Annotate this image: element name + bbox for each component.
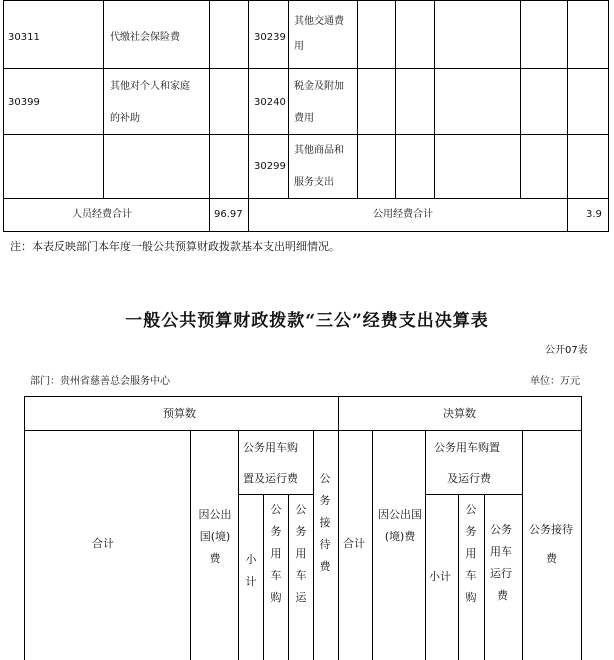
final-vehicle-header-1: 公务用车购置	[434, 441, 500, 454]
table-line	[248, 0, 249, 232]
table-line	[3, 0, 609, 1]
final-vehicle-header-2: 及运行费	[447, 472, 491, 485]
table-line	[458, 494, 459, 660]
budget-total-header: 合计	[92, 537, 114, 550]
table-line	[608, 0, 609, 232]
table-cell: 其他对个人和家庭	[110, 81, 190, 92]
final-vehicle-op-line-3: 运行	[490, 567, 512, 580]
table-line	[357, 0, 358, 199]
table-cell: 税金及附加	[294, 81, 344, 92]
final-reception-line-1: 公务接待	[529, 523, 573, 536]
final-vehicle-op-line-4: 费	[497, 589, 508, 602]
final-abroad-header: 因公出国(境)费	[378, 508, 422, 543]
table-cell: 的补助	[110, 113, 140, 124]
budget-vehicle-header-1: 公务用车购	[243, 441, 298, 454]
table-line	[3, 231, 609, 232]
table-line	[434, 0, 435, 199]
table-code: 公开07表	[545, 345, 588, 356]
table-line	[103, 0, 104, 199]
table-line	[238, 494, 313, 495]
table-line	[288, 0, 289, 199]
table-line	[3, 0, 4, 232]
table-line	[3, 198, 609, 199]
table-cell: 30240	[254, 97, 286, 108]
budget-header: 预算数	[163, 407, 196, 420]
table-line	[3, 68, 609, 69]
unit-label: 单位：万元	[530, 376, 580, 387]
table-cell: 其他商品和	[294, 145, 344, 156]
table-cell: 服务支出	[294, 177, 334, 188]
table-cell: 30311	[8, 32, 40, 43]
budget-subtotal-header: 小计	[245, 553, 257, 588]
final-vehicle-purchase-header: 公务用车购	[465, 503, 477, 604]
page-title: 一般公共预算财政拨款“三公”经费支出决算表	[125, 311, 489, 331]
final-reception-line-2: 费	[546, 552, 557, 565]
table-line	[425, 430, 426, 660]
table-line	[395, 0, 396, 199]
table-cell: 30399	[8, 97, 40, 108]
table-line	[313, 430, 314, 660]
table-line	[24, 430, 582, 431]
table-line	[522, 430, 523, 660]
table-cell: 其他交通费	[294, 16, 344, 27]
final-vehicle-op-line-2: 用车	[490, 545, 512, 558]
table-line	[263, 494, 264, 660]
final-vehicle-op-line-1: 公务	[490, 523, 512, 536]
final-header: 决算数	[443, 407, 476, 420]
table-line	[3, 134, 609, 135]
table-cell: 30299	[254, 161, 286, 172]
final-total-header: 合计	[343, 537, 365, 550]
table-line	[288, 494, 289, 660]
table-note: 注：本表反映部门本年度一般公共预算财政拨款基本支出明细情况。	[10, 240, 340, 253]
table-line	[425, 494, 523, 495]
budget-vehicle-purchase-header: 公务用车购	[270, 503, 282, 604]
table-line	[520, 0, 521, 199]
budget-reception-header: 公务接待费	[319, 472, 331, 573]
table-cell: 费用	[294, 113, 314, 124]
budget-vehicle-operation-header: 公务用车运	[295, 503, 307, 604]
total-personnel-label: 人员经费合计	[72, 209, 132, 220]
table-cell: 30239	[254, 32, 286, 43]
table-line	[209, 0, 210, 232]
total-personnel-value: 96.97	[214, 209, 243, 220]
table-line	[581, 396, 582, 660]
budget-vehicle-header-2: 置及运行费	[243, 472, 298, 485]
total-public-label: 公用经费合计	[373, 209, 433, 220]
budget-abroad-header: 因公出国(境)费	[198, 508, 232, 565]
total-public-value: 3.9	[586, 209, 602, 220]
table-line	[567, 0, 568, 232]
final-subtotal-header: 小计	[429, 570, 451, 583]
table-line	[484, 494, 485, 660]
table-line	[372, 430, 373, 660]
table-line	[238, 430, 239, 660]
table-cell: 用	[294, 41, 304, 52]
department-label: 部门：贵州省慈善总会服务中心	[30, 376, 170, 387]
table-cell: 代缴社会保险费	[110, 32, 180, 43]
table-line	[338, 396, 339, 660]
table-line	[190, 430, 191, 660]
table-line	[24, 396, 582, 397]
table-line	[24, 396, 25, 660]
